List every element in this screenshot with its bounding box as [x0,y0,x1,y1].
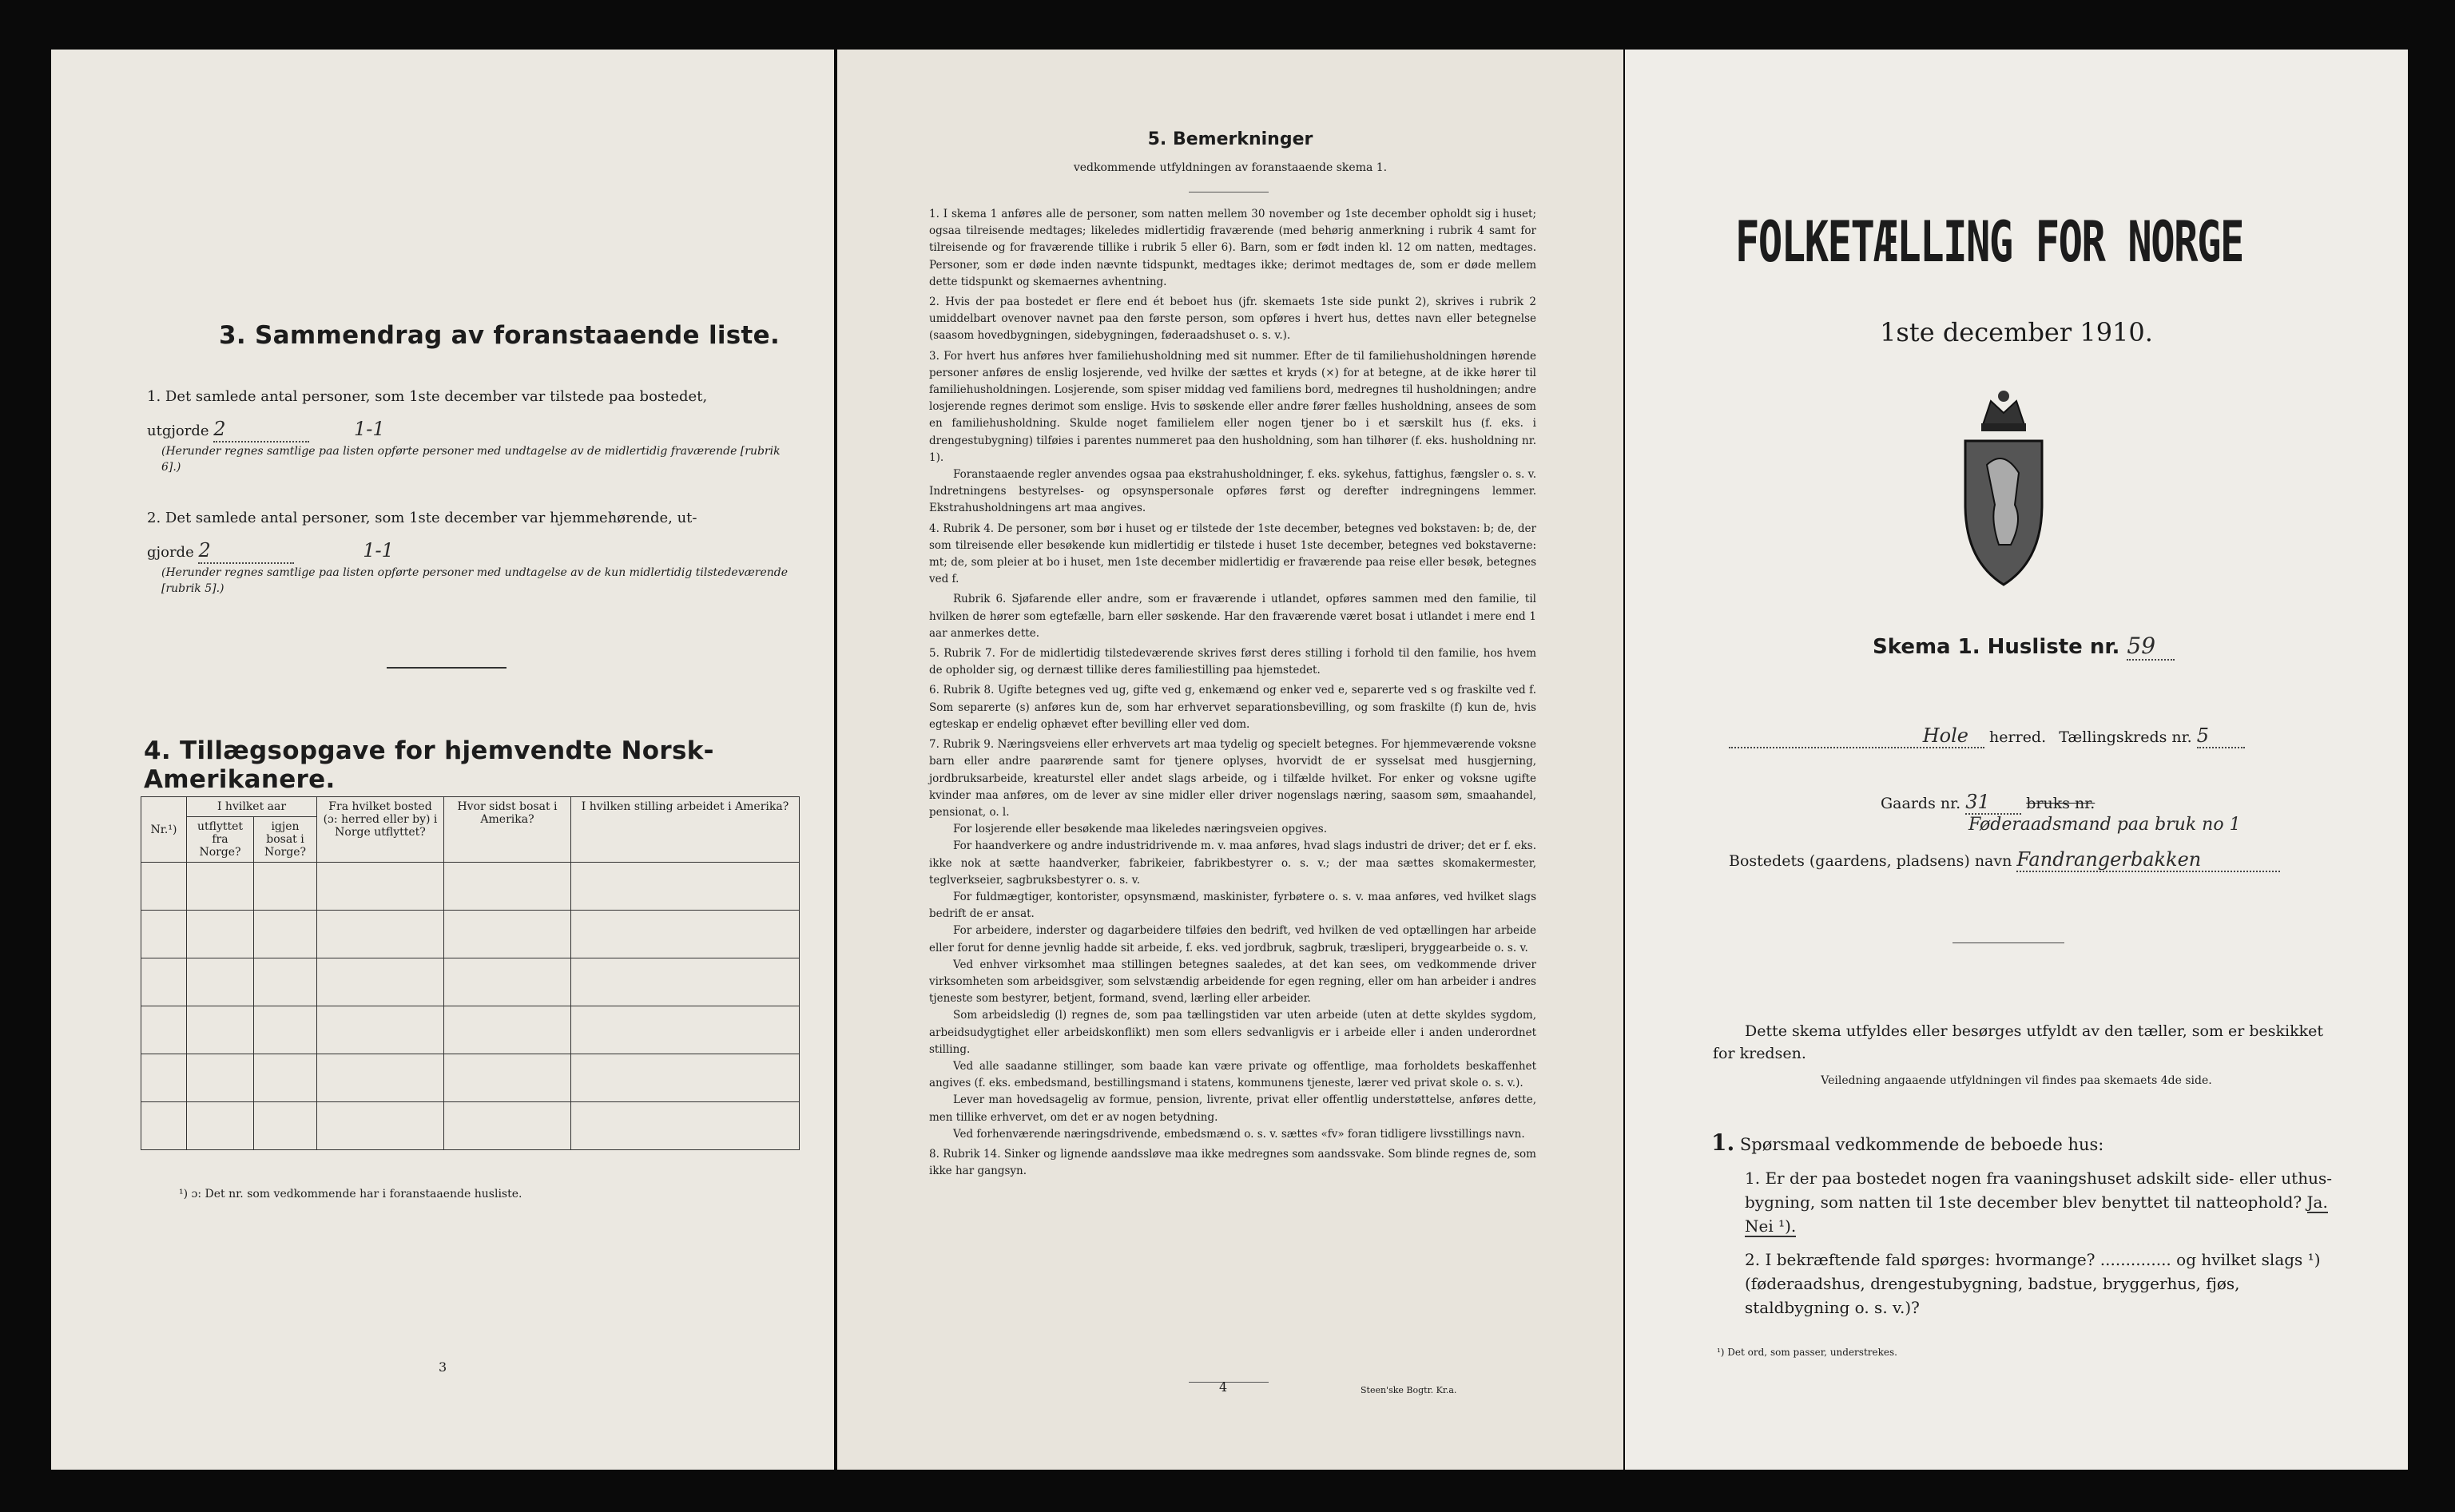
remark-paragraph: Ved forhenværende næringsdrivende, embedsmænd o. s. v. sættes «fv» foran tidligere livsstillings navn. [953,1127,1525,1141]
table-row [141,1006,800,1054]
printer-mark: Steen'ske Bogtr. Kr.a. [1361,1385,1457,1395]
summary-item-1-note: (Herunder regnes samtlige paa listen opførte personer med undtagelse av de midlertidig fraværende [rubrik 6].) [161,445,781,474]
summary-item-1-text: 1. Det samlede antal personer, som 1ste december var tilstede paa bostedet, [147,388,708,405]
page-4-remarks [837,50,1623,1470]
section-4-title: 4. Tillægsopgave for hjemvendte Norsk-Amerikanere. [144,736,714,794]
bosted-value[interactable]: Fandrangerbakken [2016,848,2280,872]
col-group-year: I hvilket aar [187,797,317,817]
remark-paragraph: Foranstaaende regler anvendes ogsaa paa ekstrahusholdninger, f. eks. sykehus, fattighus, fængsler o. s. v. Indretningens bestyrelses- og opsynspersonale opføres først og derefter indregningens lemmer. Ekstrahusholdningens art maa angives. [929,468,1536,515]
kreds-label: Tællingskreds nr. [2059,728,2192,746]
herred-line [1729,724,2368,748]
summary-item-2 [147,506,802,597]
divider [387,667,506,669]
question-1 [1745,1166,2344,1238]
gaards-label: Gaards nr. [1881,795,1961,812]
remark-paragraph: 8. Rubrik 14. Sinker og lignende aandssløve maa ikke medregnes som aandssvake. Som blinde regnes de, som ikke har gangsyn. [929,1147,1536,1178]
remark-paragraph: 3. For hvert hus anføres hver familiehusholdning med sit nummer. Efter de til familiehusholdningen hørende personer anføres de enslig losjerende, ved hvilke der sættes et kryds (×) for at betegne, at de ikke hører til familiehusholdningen. Losjerende, som spiser middag ved familiens bord, medregnes til husholdningen; andre losjerende regnes derimot som enslige. Hvis to søskende eller andre fører fælles husholdning, ansees de som en familiehusholdning. Skulde noget familielem eller nogen tjener bo i et særskilt hus (f. eks. i drengestubygning) tilføies i parentes nummeret paa den husholdning, som han tilhører (f. eks. husholdning nr. 1). [929,349,1536,464]
summary-item-2-text: 2. Det samlede antal personer, som 1ste december var hjemmehørende, ut- [147,510,697,526]
remark-paragraph: Rubrik 6. Sjøfarende eller andre, som er fraværende i utlandet, opføres sammen med den familie, til hvilken de hører som egtefælle, barn eller søskende. Har den fraværende været bosat i utlandet i mere end 1 aar anmerkes dette. [929,593,1536,640]
husliste-number[interactable]: 59 [2127,633,2175,661]
remark-paragraph: Ved enhver virksomhet maa stillingen betegnes saaledes, at det kan sees, om vedkommende driver virksomheten som arbeidsgiver, som selvstændig arbeidende for egen regning, eller om han arbeider i andres tjeneste som bestyrer, betjent, formand, svend, lærling eller arbeider. [929,958,1536,1006]
summary-item-2-value[interactable]: 2 [198,538,294,564]
remarks-list [929,206,1536,1180]
col-position: I hvilken stilling arbeidet i Amerika? [571,797,800,863]
summary-item-2-note: (Herunder regnes samtlige paa listen opførte personer med undtagelse av de kun midlertidig tilstedeværende [rubrik 5].) [161,566,789,595]
skema-label: Skema 1. Husliste nr. [1873,635,2120,659]
summary-item-1-prefix: utgjorde [147,423,209,439]
remark-paragraph: Ved alle saadanne stillinger, som baade kan være private og offentlige, maa forholdets beskaffenhet angives (f. eks. embedsmand, bestillingsmand i statens, kommunens tjeneste, lærer ved privat skole o. s. v.). [929,1059,1536,1090]
cover-page [1625,50,2408,1470]
table-row [141,958,800,1006]
cover-footnote: ¹) Det ord, som passer, understrekes. [1717,1347,1897,1358]
remark-paragraph: For fuldmægtiger, kontorister, opsynsmænd, maskinister, fyrbøtere o. s. v. maa anføres, ved hvilket slags bedrift de er ansat. [929,890,1536,921]
summary-item-1 [147,385,802,475]
remark-paragraph: Som arbeidsledig (l) regnes de, som paa tællingstiden var uten arbeide (uten at dette skyldes sygdom, arbeidsudygtighet eller arbeidskonflikt) men som ellers sedvanligvis er i arbeide eller i anden underordnet stilling. [929,1009,1536,1056]
page-number: 4 [1219,1379,1228,1395]
summary-item-1-extra: 1-1 [354,418,385,440]
section-3-title: 3. Sammendrag av foranstaaende liste. [219,321,781,350]
remark-paragraph: 1. I skema 1 anføres alle de personer, som natten mellem 30 november og 1ste december opholdt sig i huset; ogsaa tilreisende medtages; likeledes midlertidig fraværende (med behørig anmerkning i rubrik 4 samt for tilreisende og for fraværende tillike i rubrik 5 eller 6). Barn, som er født inden kl. 12 om natten, medtages. Personer, som er døde inden nævnte tidspunkt, medtages ikke; derimot medtages de, som er døde mellem dette tidspunkt og skemaernes avhentning. [929,208,1536,288]
page-3-summary [51,50,834,1470]
questions-heading-text: Spørsmaal vedkommende de beboede hus: [1739,1135,2104,1154]
remarks-title: 5. Bemerkninger [1147,129,1313,149]
gaards-value[interactable]: 31 [1965,791,2021,815]
foderaad-note: Føderaadsmand paa bruk no 1 [1968,815,2241,835]
questions-heading [1711,1129,2103,1156]
table-row [141,863,800,911]
instruction-2: Veiledning angaaende utfyldningen vil findes paa skemaets 4de side. [1821,1074,2212,1087]
col-emigrated: utflyttet fra Norge? [187,817,254,863]
bosted-label: Bostedets (gaardens, pladsens) navn [1729,852,2012,870]
remark-paragraph: 2. Hvis der paa bostedet er flere end ét beboet hus (jfr. skemaets 1ste side punkt 2), skrives i rubrik 2 umiddelbart ovenover navnet paa den første person, som opføres i hvert hus, dettes navn eller betegnelse (saasom hovedbygningen, sidebygningen, føderaadshuset o. s. v.). [929,296,1536,343]
question-2: 2. I bekræftende fald spørges: hvormange? .............. og hvilket slags ¹) (føderaadshus, drengestubygning, badstue, bryggerhus, fjøs, staldbygning o. s. v.)? [1745,1250,2321,1317]
census-title: FOLKETÆLLING FOR NORGE [1735,209,2243,275]
remark-paragraph: For losjerende eller besøkende maa likeledes næringsveien opgives. [953,823,1327,836]
bosted-line [1729,848,2280,872]
remark-paragraph: 4. Rubrik 4. De personer, som bør i huset og er tilstede der 1ste december, betegnes ved bokstaven: b; de, der som tilreisende eller besøkende kun midlertidig er tilstede i huset 1ste december, betegnes ved bokstaverne: mt; de, som pleier at bo i huset, men 1ste december midlertidig er fraværende paa reise eller besøk, betegnes ved f. [929,522,1536,586]
remark-paragraph: For haandverkere og andre industridrivende m. v. maa anføres, hvad slags industri de driver; det er f. eks. ikke nok at sætte haandverker, fabrikeier, fabrikbestyrer o. s. v.; der maa sættes skomakermester, teglverkseier, sagbruksbestyrer o. s. v. [929,839,1536,887]
remarks-subtitle: vedkommende utfyldningen av foranstaaende skema 1. [1073,161,1388,174]
question-1-answer[interactable]: Ja. Nei ¹). [1745,1193,2328,1236]
table-row [141,911,800,958]
skema-line [1873,633,2175,661]
census-date: 1ste december 1910. [1880,317,2153,347]
summary-item-1-value[interactable]: 2 [213,417,309,442]
table-row [141,1054,800,1102]
remark-paragraph: 6. Rubrik 8. Ugifte betegnes ved ug, gifte ved g, enkemænd og enker ved e, separerte ved s og fraskilte ved f. Som separerte (s) anføres kun de, som har erhvervet separationsbevilling, og som fraskilte (f) kun de, hvis egteskap er endelig ophævet efter bevilling eller ved dom. [929,684,1536,731]
remark-paragraph: 5. Rubrik 7. For de midlertidig tilstedeværende skrives først deres stilling i forhold til den familie, hos hvem de opholder sig, og dernæst tillike deres familiestilling paa hjemstedet. [929,647,1536,677]
summary-item-2-prefix: gjorde [147,544,194,561]
col-nr: Nr.¹) [141,797,187,863]
question-1-text: 1. Er der paa bostedet nogen fra vaaningshuset adskilt side- eller uthus-bygning, som natten til 1ste december blev benyttet til natteophold? [1745,1169,2332,1212]
table-row [141,1102,800,1150]
bruks-label: bruks nr. [2026,795,2095,812]
coat-of-arms-icon [1959,385,2048,593]
divider [1189,1382,1269,1383]
page-number: 3 [439,1359,447,1375]
remark-paragraph: For arbeidere, inderster og dagarbeidere tilføies den bedrift, ved hvilken de ved optællingen har arbeide eller forut for denne jevnlig hadde sit arbeide, f. eks. ved jordbruk, sagbruk, træsliperi, bryggearbeide o. s. v. [929,924,1536,954]
table-footnote: ¹) ɔ: Det nr. som vedkommende har i foranstaaende husliste. [179,1188,522,1200]
remark-paragraph: 7. Rubrik 9. Næringsveiens eller erhvervets art maa tydelig og specielt betegnes. For hjemmeværende voksne barn eller andre paarørende samt for tjenere oplyses, hvorvidt de er sysselsat med husgjerning, jordbruksarbeide, kreaturstel eller andet slags arbeide, og i tilfælde hvilket. For enker og voksne ugifte kvinder maa anføres, om de lever av sine midler eller driver nogenslags næring, saasom søm, smaahandel, pensionat, o. l. [929,738,1536,819]
col-where-last: Hvor sidst bosat i Amerika? [444,797,571,863]
norsk-amerikanere-table [141,796,800,1150]
col-from-where: Fra hvilket bosted (ɔ: herred eller by) i Norge utflyttet? [317,797,444,863]
herred-label: herred. [1989,728,2047,746]
gaards-line [1881,791,2095,815]
remark-paragraph: Lever man hovedsagelig av formue, pension, livrente, privat eller offentlig understøttelse, anføres dette, men tillike erhvervet, om det er av nogen betydning. [929,1093,1536,1124]
summary-item-2-extra: 1-1 [363,539,394,562]
questions-heading-number: 1. [1711,1129,1735,1156]
instruction-1: Dette skema utfyldes eller besørges utfyldt av den tæller, som er beskikket for kredsen. [1713,1022,2324,1062]
col-returned: igjen bosat i Norge? [254,817,317,863]
herred-value[interactable]: Hole [1729,724,1984,748]
kreds-value[interactable]: 5 [2197,724,2245,748]
